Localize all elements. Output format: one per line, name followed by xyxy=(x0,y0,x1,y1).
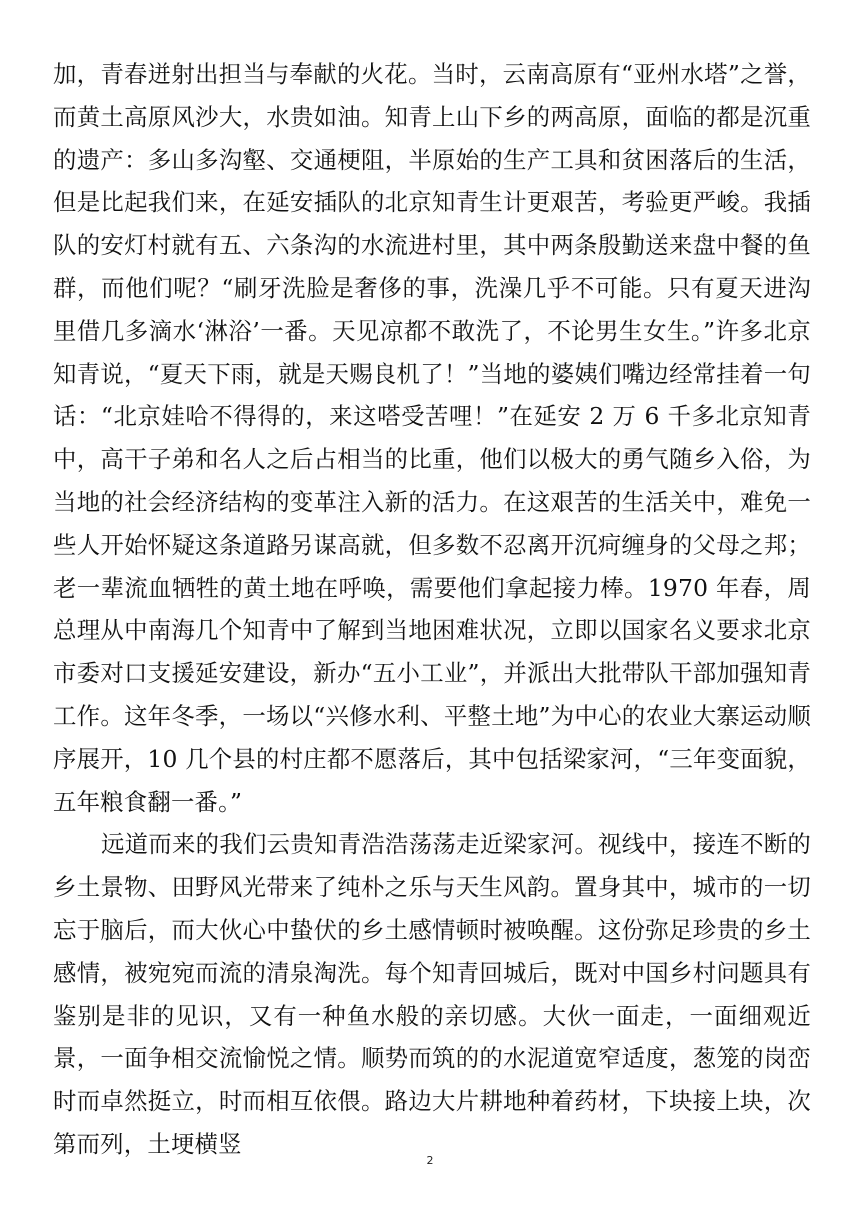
paragraph-1: 加，青春迸射出担当与奉献的火花。当时，云南高原有“亚州水塔”之誉，而黄土高原风沙大，水贵如油。知青上山下乡的两高原，面临的都是沉重的遗产：多山多沟壑、交通梗阻，半原始的生产工具和贫困落后的生活，但是比起我们来，在延安插队的北京知青生计更艰苦，考验更严峻。我插队的安灯村就有五、六条沟的水流进村里，其中两条殷勤送来盘中餐的鱼群，而他们呢？“刷牙洗脸是奢侈的事，洗澡几乎不可能。只有夏天进沟里借几多滴水‘淋浴’一番。天见凉都不敢洗了，不论男生女生。”许多北京知青说，“夏天下雨，就是天赐良机了！”当地的婆姨们嘴边经常挂着一句话：“北京娃哈不得得的，来这嗒受苦哩！”在延安 2 万 6 千多北京知青中，高干子弟和名人之后占相当的比重，他们以极大的勇气随乡入俗，为当地的社会经济结构的变革注入新的活力。在这艰苦的生活关中，难免一些人开始怀疑这条道路另谋高就，但多数不忍离开沉疴缠身的父母之邦；老一辈流血牺牲的黄土地在呼唤，需要他们拿起接力棒。1970 年春，周总理从中南海几个知青中了解到当地困难状况，立即以国家名义要求北京市委对口支援延安建设，新办“五小工业”，并派出大批带队干部加强知青工作。这年冬季，一场以“兴修水利、平整土地”为中心的农业大寨运动顺序展开，10 几个县的村庄都不愿落后，其中包括梁家河，“三年变面貌，五年粮食翻一番。” xyxy=(53,60,811,816)
body-text xyxy=(53,53,811,1166)
paragraph-2: 远道而来的我们云贵知青浩浩荡荡走近梁家河。视线中，接连不断的乡土景物、田野风光带来了纯朴之乐与天生风韵。置身其中，城市的一切忘于脑后，而大伙心中蛰伏的乡土感情顿时被唤醒。这份弥足珍贵的乡土感情，被宛宛而流的清泉淘洗。每个知青回城后，既对中国乡村问题具有鉴别是非的见识，又有一种鱼水般的亲切感。大伙一面走，一面细观近景，一面争相交流愉悦之情。顺势而筑的的水泥道宽窄适度，葱笼的岗峦时而卓然挺立，时而相互依偎。路边大片耕地种着药材，下块接上块，次第而列，土埂横竖 xyxy=(53,830,811,1158)
page-number: 2 xyxy=(426,1154,434,1167)
